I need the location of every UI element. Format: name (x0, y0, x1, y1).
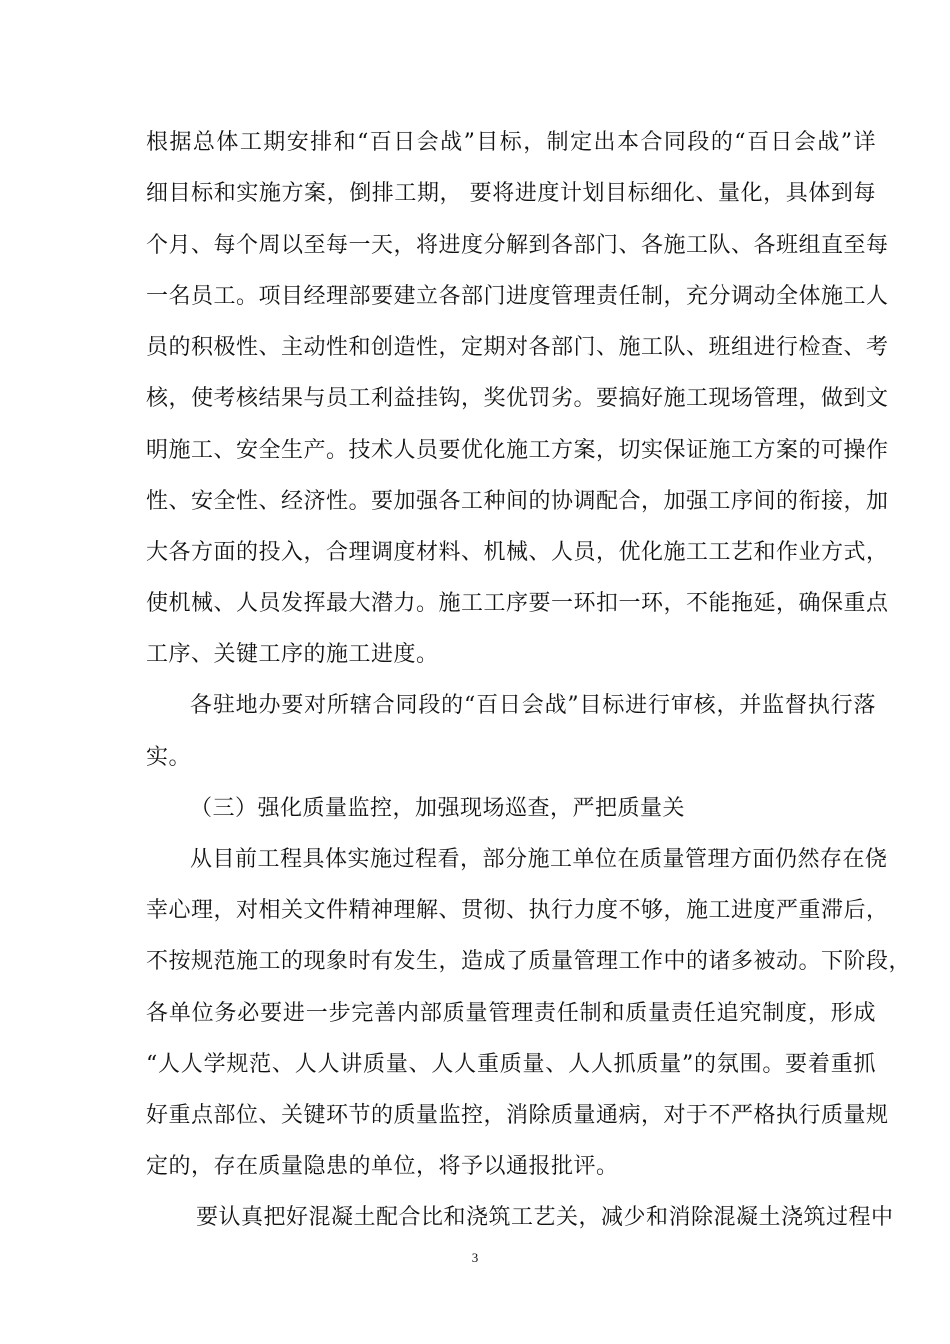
text-line-20: 好重点部位、关键环节的质量监控，消除质量通病，对于不严格执行质量规 (146, 1103, 889, 1128)
text-line-10: 使机械、人员发挥最大潜力。施工工序要一环扣一环，不能拖延，确保重点 (146, 591, 889, 616)
text-line-17: 不按规范施工的现象时有发生，造成了质量管理工作中的诸多被动。下阶段， (146, 949, 912, 974)
text-line-2: 细目标和实施方案，倒排工期， 要将进度计划目标细化、量化，具体到每 (146, 181, 876, 206)
page-number: 3 (471, 1250, 479, 1265)
text-line-18: 各单位务必要进一步完善内部质量管理责任制和质量责任追究制度，形成 (146, 1001, 876, 1026)
text-line-11: 工序、关键工序的施工进度。 (146, 642, 439, 667)
text-line-1: 根据总体工期安排和“百日会战”目标，制定出本合同段的“百日会战”详 (146, 130, 876, 155)
text-line-16: 幸心理，对相关文件精神理解、贯彻、执行力度不够，施工进度严重滞后， (146, 898, 889, 923)
text-line-15: 从目前工程具体实施过程看，部分施工单位在质量管理方面仍然存在侥 (190, 847, 888, 872)
text-line-22: 要认真把好混凝土配合比和浇筑工艺关，减少和消除混凝土浇筑过程中 (196, 1205, 894, 1230)
text-line-3: 个月、每个周以至每一天，将进度分解到各部门、各施工队、各班组直至每 (146, 233, 889, 258)
text-line-7: 明施工、安全生产。技术人员要优化施工方案，切实保证施工方案的可操作 (146, 438, 889, 463)
text-line-6: 核，使考核结果与员工利益挂钩，奖优罚劣。要搞好施工现场管理，做到文 (146, 386, 889, 411)
section-heading: （三）强化质量监控，加强现场巡查，严把质量关 (190, 796, 686, 821)
text-line-13: 实。 (146, 745, 192, 770)
text-line-4: 一名员工。项目经理部要建立各部门进度管理责任制，充分调动全体施工人 (146, 284, 889, 309)
text-line-21: 定的，存在质量隐患的单位，将予以通报批评。 (146, 1154, 619, 1179)
text-line-5: 员的积极性、主动性和创造性，定期对各部门、施工队、班组进行检查、考 (146, 335, 889, 360)
text-line-12: 各驻地办要对所辖合同段的“百日会战”目标进行审核，并监督执行落 (190, 693, 876, 718)
text-line-8: 性、安全性、经济性。要加强各工种间的协调配合，加强工序间的衔接，加 (146, 489, 889, 514)
text-line-19: “人人学规范、人人讲质量、人人重质量、人人抓质量”的氛围。要着重抓 (146, 1052, 876, 1077)
text-line-9: 大各方面的投入，合理调度材料、机械、人员，优化施工工艺和作业方式， (146, 540, 889, 565)
